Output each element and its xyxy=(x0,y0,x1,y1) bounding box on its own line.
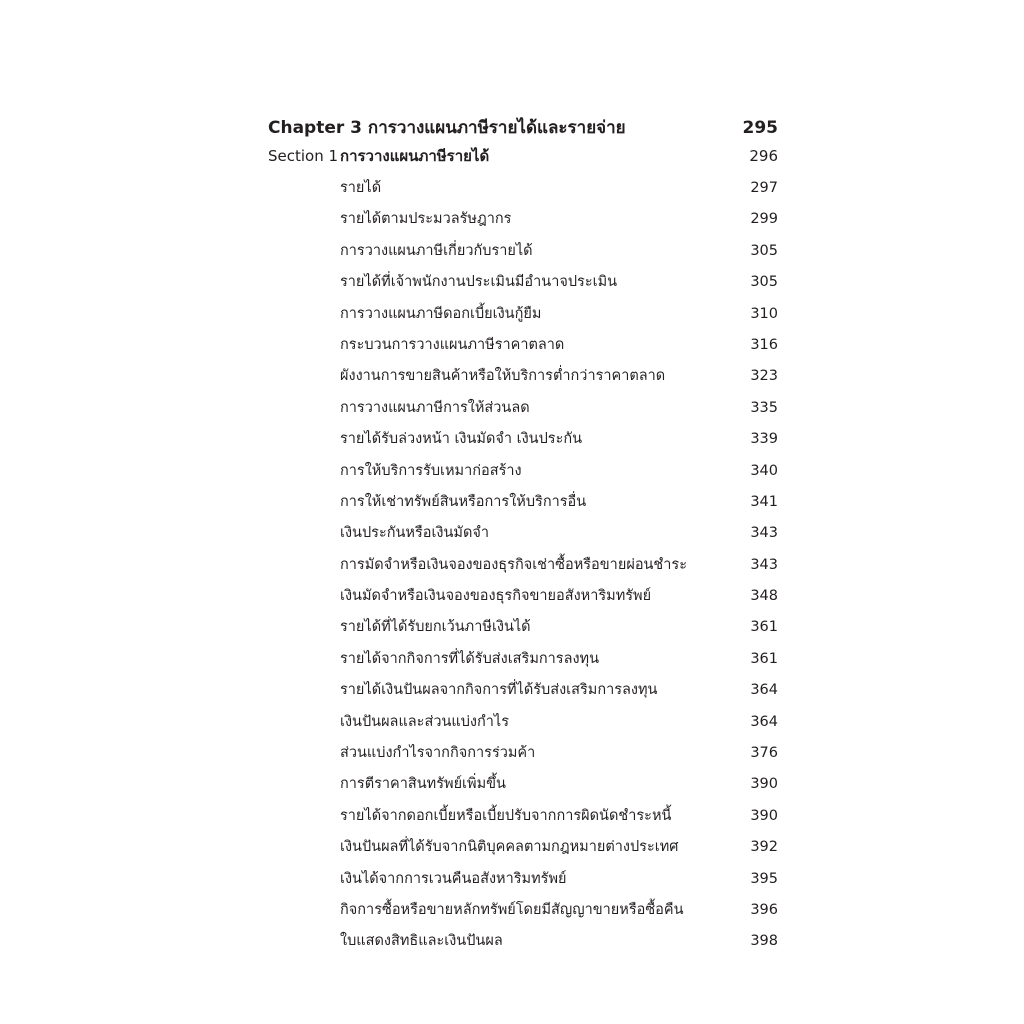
toc-entry-page-number: 297 xyxy=(750,180,778,196)
toc-entry-title: การตีราคาสินทรัพย์เพิ่มขึ้น xyxy=(340,776,506,793)
toc-entry-page-number: 343 xyxy=(750,556,778,573)
toc-entry-title: รายได้รับล่วงหน้า เงินมัดจำ เงินประกัน xyxy=(340,431,583,448)
toc-entry-title: ผังงานการขายสินค้าหรือให้บริการต่ำกว่าราคาตลาด xyxy=(340,368,666,385)
chapter-heading xyxy=(268,114,778,144)
chapter-title: Chapter 3 การวางแผนภาษีรายได้และรายจ่าย xyxy=(268,118,626,138)
toc-entry-page-number: 316 xyxy=(750,336,778,353)
toc-entry-title: รายได้จากกิจการที่ได้รับส่งเสริมการลงทุน xyxy=(340,650,600,667)
table-of-contents xyxy=(268,114,778,961)
toc-entry-title: รายได้ xyxy=(340,180,382,196)
toc-entry-page-number: 396 xyxy=(750,901,778,918)
toc-entry-page-number: 335 xyxy=(750,399,778,416)
toc-entry-page-number: 299 xyxy=(750,211,778,228)
toc-entry-page-number: 390 xyxy=(750,776,778,793)
toc-entry-page-number: 390 xyxy=(750,807,778,824)
section-page-number: 296 xyxy=(749,147,778,165)
toc-entry-page-number: 339 xyxy=(750,431,778,448)
toc-entry xyxy=(268,615,778,646)
toc-entry-title: รายได้ที่ได้รับยกเว้นภาษีเงินได้ xyxy=(340,619,531,636)
section-label: Section 1 xyxy=(268,147,339,165)
toc-entry-title: เงินปันผลและส่วนแบ่งกำไร xyxy=(340,713,510,730)
toc-entry-title: เงินมัดจำหรือเงินจองของธุรกิจขายอสังหาริมทรัพย์ xyxy=(340,588,652,605)
toc-entry-title: เงินประกันหรือเงินมัดจำ xyxy=(340,525,490,542)
toc-entry xyxy=(268,835,778,866)
toc-entry-title: รายได้จากดอกเบี้ยหรือเบี้ยปรับจากการผิดนัดชำระหนี้ xyxy=(340,807,672,824)
toc-entry-page-number: 364 xyxy=(750,713,778,730)
toc-entry xyxy=(268,270,778,301)
toc-entry xyxy=(268,867,778,898)
chapter-page-number: 295 xyxy=(742,118,778,138)
toc-entry-page-number: 348 xyxy=(750,588,778,605)
toc-entry xyxy=(268,396,778,427)
toc-entry-page-number: 305 xyxy=(750,274,778,291)
toc-entry-page-number: 395 xyxy=(750,870,778,887)
toc-entry xyxy=(268,207,778,238)
toc-entry xyxy=(268,898,778,929)
toc-entry xyxy=(268,647,778,678)
toc-entry xyxy=(268,584,778,615)
toc-entry xyxy=(268,364,778,395)
toc-entry xyxy=(268,772,778,803)
toc-entry xyxy=(268,929,778,960)
toc-entry-title: การวางแผนภาษีเกี่ยวกับรายได้ xyxy=(340,242,533,259)
section-title: การวางแผนภาษีรายได้ xyxy=(340,147,490,165)
toc-entry-title: ส่วนแบ่งกำไรจากกิจการร่วมค้า xyxy=(340,745,536,762)
toc-entry xyxy=(268,741,778,772)
toc-entry-title: การวางแผนภาษีการให้ส่วนลด xyxy=(340,399,530,416)
toc-entry-title: ใบแสดงสิทธิและเงินปันผล xyxy=(340,933,503,950)
toc-entry-page-number: 343 xyxy=(750,525,778,542)
toc-entry-title: รายได้ที่เจ้าพนักงานประเมินมีอำนาจประเมิน xyxy=(340,274,618,291)
toc-entry-page-number: 376 xyxy=(750,745,778,762)
toc-entry xyxy=(268,521,778,552)
toc-entry xyxy=(268,553,778,584)
toc-entry xyxy=(268,302,778,333)
toc-entry-title: กิจการซื้อหรือขายหลักทรัพย์โดยมีสัญญาขายหรือซื้อคืน xyxy=(340,901,684,918)
toc-entry-page-number: 364 xyxy=(750,682,778,699)
toc-entry-title: การมัดจำหรือเงินจองของธุรกิจเช่าซื้อหรือขายผ่อนชำระ xyxy=(340,556,687,573)
toc-entry-title: การให้บริการรับเหมาก่อสร้าง xyxy=(340,462,522,479)
toc-entry xyxy=(268,333,778,364)
toc-entry xyxy=(268,678,778,709)
section-heading xyxy=(268,144,778,176)
toc-entry-title: เงินได้จากการเวนคืนอสังหาริมทรัพย์ xyxy=(340,870,567,887)
toc-entry xyxy=(268,804,778,835)
toc-entry xyxy=(268,459,778,490)
toc-entry-title: รายได้ตามประมวลรัษฎากร xyxy=(340,211,512,228)
toc-entry-page-number: 305 xyxy=(750,242,778,259)
toc-entry-page-number: 361 xyxy=(750,650,778,667)
toc-entry-page-number: 341 xyxy=(750,493,778,510)
toc-entry xyxy=(268,710,778,741)
toc-entry-list xyxy=(268,176,778,961)
toc-entry-title: กระบวนการวางแผนภาษีราคาตลาด xyxy=(340,336,565,353)
toc-entry-page-number: 392 xyxy=(750,839,778,856)
toc-entry xyxy=(268,176,778,207)
toc-entry-title: การให้เช่าทรัพย์สินหรือการให้บริการอื่น xyxy=(340,493,587,510)
toc-entry-page-number: 310 xyxy=(750,305,778,322)
toc-entry-title: การวางแผนภาษีดอกเบี้ยเงินกู้ยืม xyxy=(340,305,542,322)
toc-entry-title: รายได้เงินปันผลจากกิจการที่ได้รับส่งเสริมการลงทุน xyxy=(340,682,658,699)
toc-entry-title: เงินปันผลที่ได้รับจากนิติบุคคลตามกฎหมายต่างประเทศ xyxy=(340,839,679,856)
toc-entry xyxy=(268,427,778,458)
toc-entry-page-number: 361 xyxy=(750,619,778,636)
toc-entry-page-number: 398 xyxy=(750,933,778,950)
toc-entry-page-number: 340 xyxy=(750,462,778,479)
toc-entry-page-number: 323 xyxy=(750,368,778,385)
toc-entry xyxy=(268,239,778,270)
toc-entry xyxy=(268,490,778,521)
